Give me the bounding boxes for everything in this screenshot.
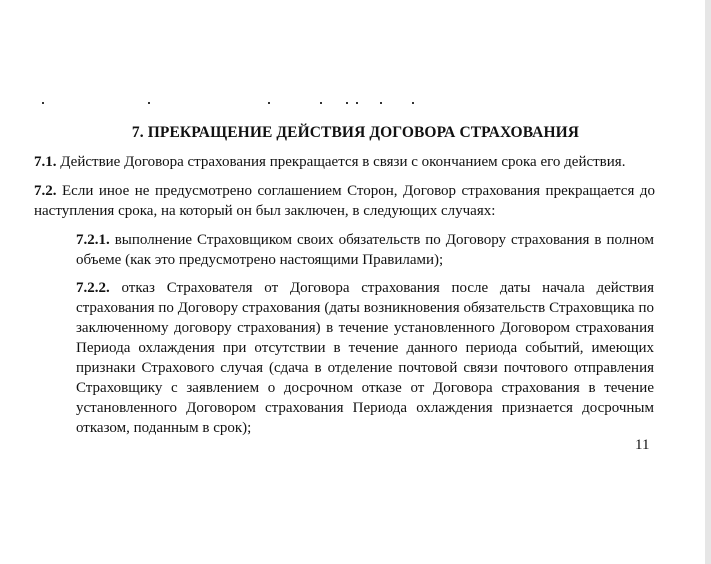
paragraph-number: 7.1. [34, 154, 57, 170]
paragraph-7-2-2 [76, 278, 654, 438]
paragraph-text: Если иное не предусмотрено соглашением Сторон, Договор страхования прекращается до наступления срока, на который он был заключен, в следующих случаях: [34, 183, 655, 219]
paragraph-text: выполнение Страховщиком своих обязательств по Договору страхования в полном объеме (как это предусмотрено настоящими Правилами); [76, 232, 654, 268]
paragraph-7-2-1 [76, 230, 654, 270]
paragraph-7-2 [34, 181, 655, 221]
section-title: 7. ПРЕКРАЩЕНИЕ ДЕЙСТВИЯ ДОГОВОРА СТРАХОВАНИЯ [131, 124, 580, 141]
paragraph-number: 7.2. [34, 183, 57, 199]
paragraph-number: 7.2.1. [76, 232, 110, 248]
cropped-text-line [40, 101, 460, 105]
page-edge [705, 0, 711, 564]
paragraph-text: Действие Договора страхования прекращается в связи с окончанием срока его действия. [56, 154, 626, 170]
paragraph-text: отказ Страхователя от Договора страхования после даты начала действия страхования по Договору страхования (даты возникновения обязательств Страховщика по заключенному договору страхования) в течение установленного Договором страхования Периода охлаждения при отсутствии в течение данного периода событий, имеющих признаки Страхового случая (сдача в отделение почтовой связи почтового отправления Страховщику с заявлением о досрочном отказе от Договора страхования в течение установленного Договором страхования Периода охлаждения признается досрочным отказом, поданным в срок); [76, 280, 654, 436]
paragraph-number: 7.2.2. [76, 280, 110, 296]
page-number: 11 [635, 437, 650, 453]
paragraph-7-1 [34, 152, 654, 172]
